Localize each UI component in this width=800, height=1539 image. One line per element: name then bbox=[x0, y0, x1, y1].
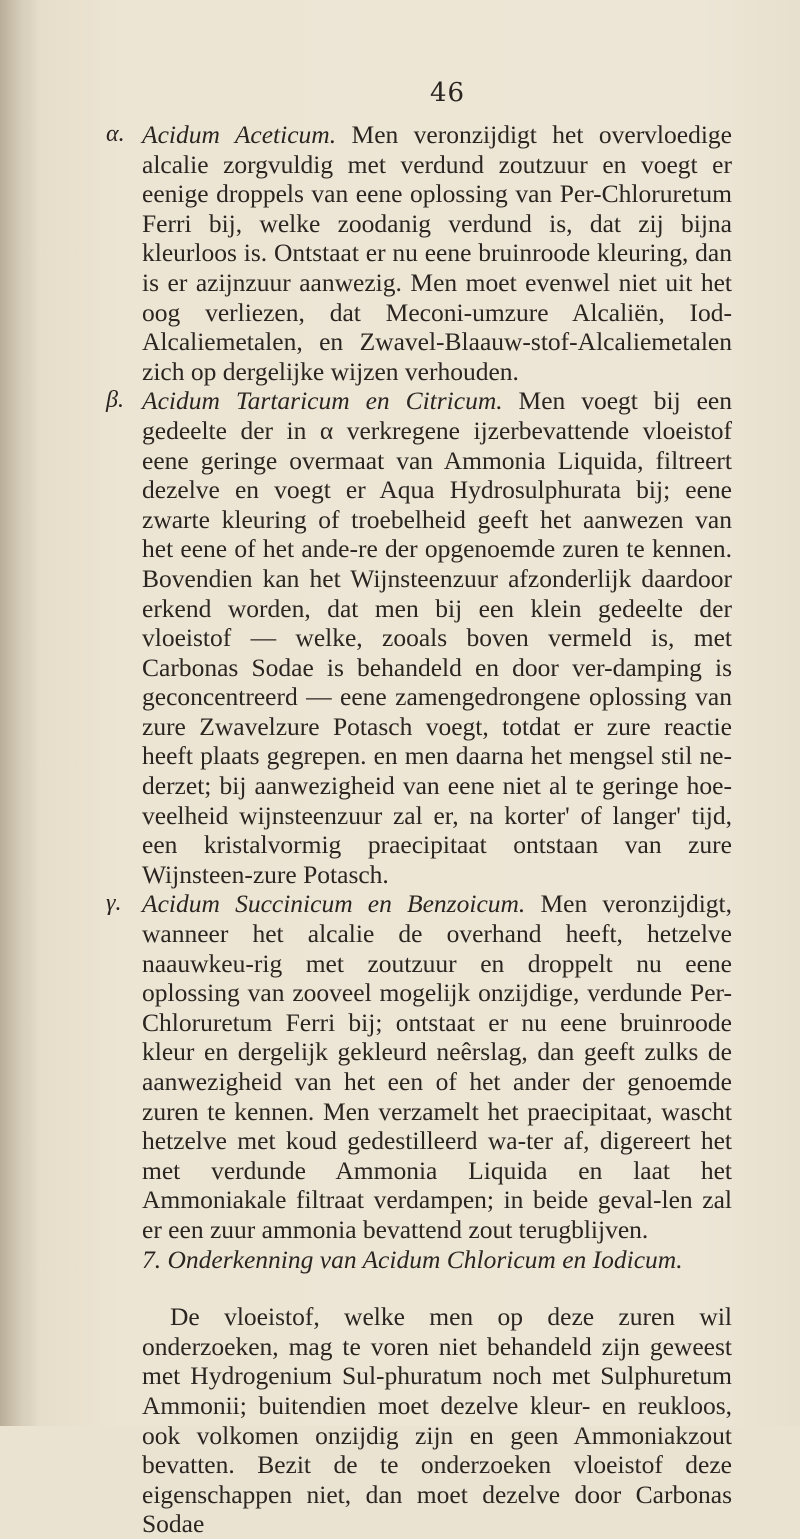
section-alpha bbox=[106, 120, 732, 386]
page-number: 46 bbox=[430, 78, 466, 108]
final-paragraph: De vloeistof, welke men op deze zuren wil onderzoeken, mag te voren niet behandeld zijn geweest met Hydrogenium Sul-phuratum noch met Sulphuretum Ammonii; buitendien moet dezelve kleur- en reukloos, ook volkomen onzijdig zijn en geen Ammoniakzout bevatten. Bezit de te onderzoeken vloeistof deze eigenschappen niet, dan moet dezelve door Carbonas Sodae bbox=[142, 1302, 732, 1539]
section-heading: 7. Onderkenning van Acidum Chloricum en Iodicum. bbox=[142, 1244, 683, 1274]
binding-shadow bbox=[0, 0, 38, 1426]
section-title: Acidum Aceticum. bbox=[142, 120, 352, 149]
section-title: Acidum Succinicum en Benzoicum. bbox=[142, 889, 541, 919]
section-marker: γ. bbox=[106, 890, 122, 917]
body-text bbox=[106, 120, 732, 1539]
section-beta bbox=[106, 386, 732, 889]
section-marker: α. bbox=[106, 121, 125, 147]
section-body: Men voegt bij een gedeelte der in α verkregene ijzerbevattende vloeistof eene geringe overmaat van Ammonia Liquida, filtreert dezelve en voegt er Aqua Hydrosulphurata bij; eene zwarte kleuring of troebelheid geeft het aanwezen van het eene of het ande-re der opgenoemde zuren te kennen. Bovendien kan het Wijnsteenzuur afzonderlijk daardoor erkend worden, dat men bij een klein gedeelte der vloeistof — welke, zooals boven vermeld is, met Carbonas Sodae is behandeld en door ver-damping is geconcentreerd — eene zamengedrongene oplossing van zure Zwavelzure Potasch voegt, totdat er zure reactie heeft plaats gegrepen. en men daarna het mengsel stil ne-derzet; bij aanwezigheid van eene niet al te geringe hoe-veelheid wijnsteenzuur zal er, na korter' of langer' tijd, een kristalvormig praecipitaat ontstaan van zure Wijnsteen-zure Potasch. bbox=[142, 386, 732, 889]
section-body: Men veronzijdigt, wanneer het alcalie de overhand heeft, hetzelve naauwkeu-rig met zoutzuur en droppelt nu eene oplossing van zooveel mogelijk onzijdige, verdunde Per-Chloruretum Ferri bij; ontstaat er nu eene bruinroode kleur en dergelijk gekleurd neêrslag, dan geeft zulks de aanwezigheid van het een of het ander der genoemde zuren te kennen. Men verzamelt het praecipitaat, wascht hetzelve met koud gedestilleerd wa-ter af, digereert het met verdunde Ammonia Liquida en laat het Ammoniakale filtraat verdampen; in beide geval-len zal er een zuur ammonia bevattend zout terugblijven. bbox=[142, 889, 732, 1244]
section-title: Acidum Tartaricum en Citricum. bbox=[142, 386, 519, 416]
section-gamma bbox=[106, 889, 732, 1244]
section-body: Men veronzijdigt het overvloedige alcalie zorgvuldig met verdund zoutzuur en voegt er eenige droppels van eene oplossing van Per-Chloruretum Ferri bij, welke zoodanig verdund is, dat zij bijna kleurloos is. Ontstaat er nu eene bruinroode kleuring, dan is er azijnzuur aanwezig. Men moet evenwel niet uit het oog verliezen, dat Meconi-umzure Alcaliën, Iod-Alcaliemetalen, en Zwavel-Blaauw-stof-Alcaliemetalen zich op dergelijke wijzen verhouden. bbox=[142, 120, 732, 386]
section-marker: β. bbox=[106, 387, 124, 414]
